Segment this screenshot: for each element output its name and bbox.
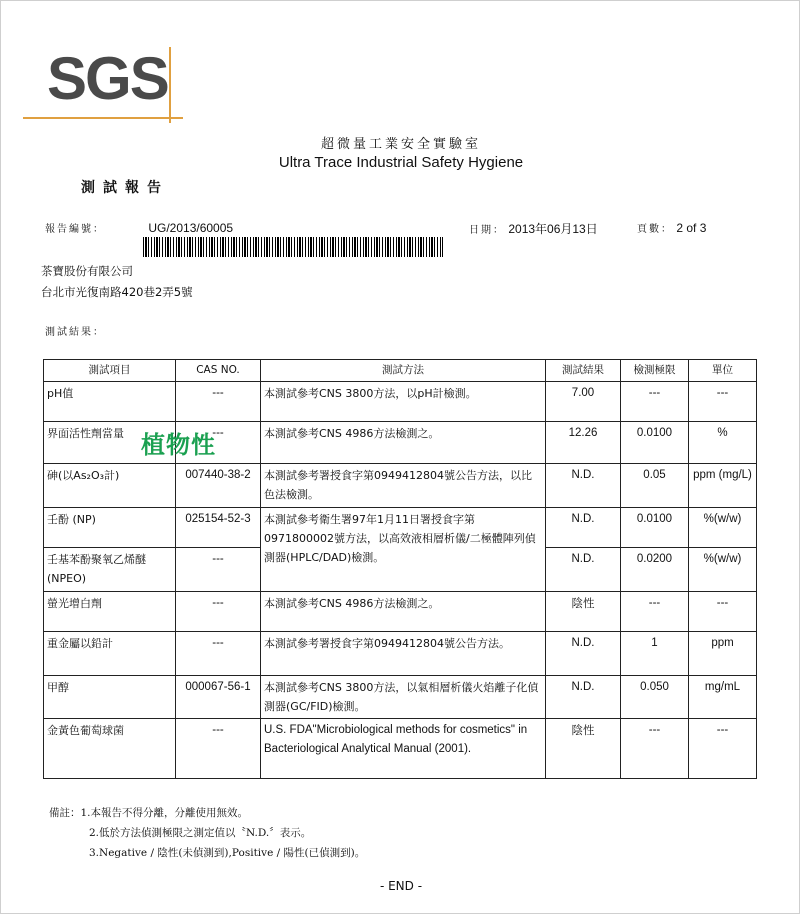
- cell-item: 砷(以As₂O₃計): [44, 464, 176, 508]
- cell-limit: 0.05: [621, 464, 689, 508]
- cell-method: 本測試參考CNS 4986方法檢測之。: [261, 422, 546, 464]
- cell-limit: 1: [621, 632, 689, 676]
- cell-unit: ppm (mg/L): [689, 464, 757, 508]
- header-method: 測試方法: [261, 360, 546, 382]
- cell-item: 壬酚 (NP): [44, 508, 176, 548]
- cell-unit: %: [689, 422, 757, 464]
- cell-limit: ---: [621, 719, 689, 779]
- cell-item: 界面活性劑當量: [44, 422, 176, 464]
- cell-cas: 025154-52-3: [176, 508, 261, 548]
- cell-method: 本測試參考署授食字第0949412804號公告方法，以比色法檢測。: [261, 464, 546, 508]
- cell-result: N.D.: [546, 632, 621, 676]
- cell-item: 甲醇: [44, 676, 176, 719]
- cell-result: 陰性: [546, 592, 621, 632]
- table-row: [44, 719, 757, 779]
- cell-unit: ---: [689, 719, 757, 779]
- cell-cas: ---: [176, 548, 261, 592]
- logo-horizontal-line: [23, 117, 183, 119]
- header-limit: 檢測極限: [621, 360, 689, 382]
- cell-limit: ---: [621, 592, 689, 632]
- header-item: 測試項目: [44, 360, 176, 382]
- note-2: 2.低於方法偵測極限之測定值以〝N.D.〞表示。: [89, 827, 312, 839]
- table-row: [44, 632, 757, 676]
- page-label: 頁數：: [637, 224, 673, 235]
- cell-unit: ppm: [689, 632, 757, 676]
- table-row: [44, 464, 757, 508]
- table-row: [44, 592, 757, 632]
- cell-cas: ---: [176, 632, 261, 676]
- report-number-value: UG/2013/60005: [148, 221, 234, 235]
- header-unit: 單位: [689, 360, 757, 382]
- cell-unit: %(w/w): [689, 508, 757, 548]
- cell-limit: 0.0100: [621, 508, 689, 548]
- cell-cas: 000067-56-1: [176, 676, 261, 719]
- table-header-row: [44, 360, 757, 382]
- cell-unit: ---: [689, 382, 757, 422]
- client-address: 台北市光復南路420巷2弄5號: [41, 285, 193, 299]
- cell-cas: ---: [176, 592, 261, 632]
- cell-cas: 007440-38-2: [176, 464, 261, 508]
- cell-result: 12.26: [546, 422, 621, 464]
- cell-result: 7.00: [546, 382, 621, 422]
- cell-method: 本測試參考CNS 3800方法，以氣相層析儀火焰離子化偵測器(GC/FID)檢測。: [261, 676, 546, 719]
- notes: [49, 803, 365, 863]
- cell-method: 本測試參考CNS 4986方法檢測之。: [261, 592, 546, 632]
- end-marker: - END -: [379, 879, 423, 893]
- cell-unit: mg/mL: [689, 676, 757, 719]
- logo-vertical-line: [169, 47, 171, 123]
- date-label: 日期：: [469, 225, 505, 236]
- cell-cas: ---: [176, 382, 261, 422]
- cell-result: N.D.: [546, 508, 621, 548]
- cell-item: pH值: [44, 382, 176, 422]
- report-number-label: 報告編號：: [45, 224, 105, 235]
- page-count: [637, 220, 706, 235]
- cell-item: 螢光增白劑: [44, 592, 176, 632]
- cell-result: N.D.: [546, 676, 621, 719]
- barcode: [143, 237, 443, 257]
- cell-method: 本測試參考衛生署97年1月11日署授食字第0971800002號方法，以高效液相層析儀/二極體陣列偵測器(HPLC/DAD)檢測。: [261, 508, 546, 592]
- cell-method: 本測試參考署授食字第0949412804號公告方法。: [261, 632, 546, 676]
- results-label: 測試結果：: [45, 327, 105, 338]
- note-3: 3.Negative / 陰性(未偵測到),Positive / 陽性(已偵測到)。: [89, 847, 366, 859]
- cell-cas: ---: [176, 422, 261, 464]
- cell-limit: 0.0200: [621, 548, 689, 592]
- results-table: [43, 359, 757, 779]
- table-row: [44, 508, 757, 548]
- header-cas: CAS NO.: [176, 360, 261, 382]
- note-1: 備註：1.本報告不得分離，分離使用無效。: [49, 807, 249, 819]
- lab-name-en: Ultra Trace Industrial Safety Hygiene: [278, 154, 524, 171]
- cell-cas: ---: [176, 719, 261, 779]
- date-value: 2013年06月13日: [508, 222, 598, 236]
- report-date: [469, 220, 598, 237]
- cell-unit: ---: [689, 592, 757, 632]
- cell-limit: 0.0100: [621, 422, 689, 464]
- cell-item: 壬基苯酚聚氧乙烯醚(NPEO): [44, 548, 176, 592]
- cell-item: 重金屬以鉛計: [44, 632, 176, 676]
- cell-limit: ---: [621, 382, 689, 422]
- plant-based-overlay-label: 植物性: [141, 431, 216, 459]
- cell-result: 陰性: [546, 719, 621, 779]
- sgs-logo: [23, 41, 193, 126]
- lab-name-cn: 超微量工業安全實驗室: [320, 137, 481, 152]
- sgs-logo-text: SGS: [47, 45, 168, 112]
- cell-method: U.S. FDA"Microbiological methods for cosmetics" in Bacteriological Analytical Manual (2001).: [261, 719, 546, 779]
- cell-limit: 0.050: [621, 676, 689, 719]
- report-number: [45, 220, 233, 235]
- cell-result: N.D.: [546, 548, 621, 592]
- cell-unit: %(w/w): [689, 548, 757, 592]
- client-company: 茶寶股份有限公司: [41, 264, 133, 278]
- page-value: 2 of 3: [676, 221, 707, 235]
- header-result: 測試結果: [546, 360, 621, 382]
- cell-method: 本測試參考CNS 3800方法，以pH計檢測。: [261, 382, 546, 422]
- table-row: [44, 382, 757, 422]
- table-row: [44, 676, 757, 719]
- cell-item: 金黃色葡萄球菌: [44, 719, 176, 779]
- report-title: 測試報告: [81, 180, 169, 196]
- cell-result: N.D.: [546, 464, 621, 508]
